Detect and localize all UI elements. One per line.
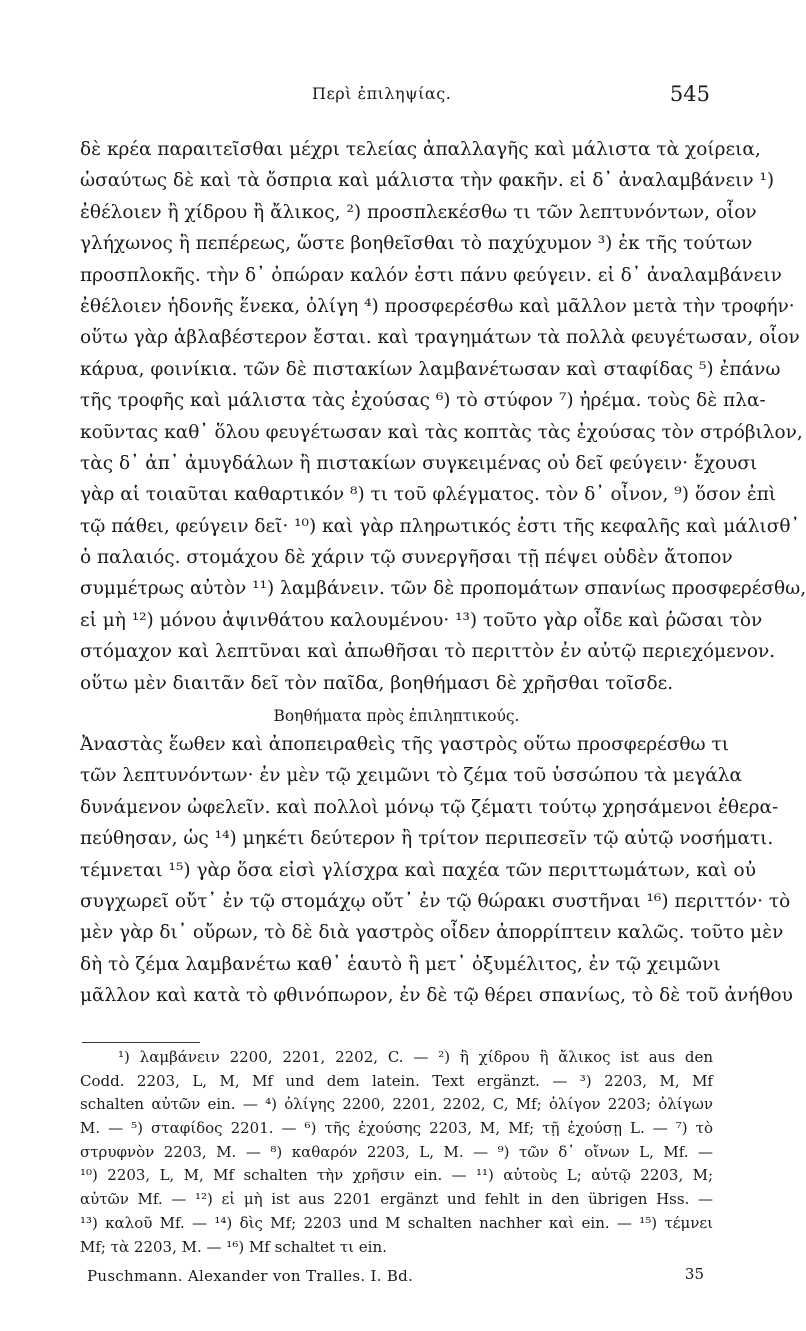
text-line: οὕτω γὰρ ἀβλαβέστερον ἔσται. καὶ τραγημάτων τὰ πολλὰ φευγέτωσαν, οἷον bbox=[80, 327, 800, 349]
text-block-after-heading bbox=[80, 729, 793, 1012]
footnote-line: αὐτῶν Mf. — ¹²) εἰ μὴ ist aus 2201 ergänzt und fehlt in den übrigen Hss. — bbox=[80, 1190, 713, 1209]
text-line: δυνάμενον ὠφελεῖν. καὶ πολλοὶ μόνῳ τῷ ζέματι τούτῳ χρησάμενοι ἐθερα- bbox=[80, 796, 779, 818]
text-line: συμμέτρως αὐτὸν ¹¹) λαμβάνειν. τῶν δὲ προπομάτων σπανίως προσφερέσθω, bbox=[80, 578, 806, 600]
running-head: Περὶ ἐπιληψίας. bbox=[312, 84, 452, 103]
text-line: γλήχωνος ἢ πεπέρεως, ὥστε βοηθεῖσθαι τὸ παχύχυμον ³) ἐκ τῆς τούτων bbox=[80, 233, 753, 255]
text-line: τῶν λεπτυνόντων· ἐν μὲν τῷ χειμῶνι τὸ ζέμα τοῦ ὑσσώπου τὰ μεγάλα bbox=[80, 765, 742, 787]
text-line: οὕτω μὲν διαιτᾶν δεῖ τὸν παῖδα, βοηθήμασι δὲ χρῆσθαι τοῖσδε. bbox=[80, 672, 674, 694]
text-line: προσπλοκῆς. τὴν δ᾽ ὀπώραν καλόν ἐστι πάνυ φεύγειν. εἰ δ᾽ ἀναλαμβάνειν bbox=[80, 264, 782, 286]
text-line: δὴ τὸ ζέμα λαμβανέτω καθ᾽ ἑαυτὸ ἢ μετ᾽ ὀξυμέλιτος, ἐν τῷ χειμῶνι bbox=[80, 953, 721, 975]
footnote-line: ¹³) καλοῦ Mf. — ¹⁴) δὶς Mf; 2203 und M schalten nachher καὶ ein. — ¹⁵) τέμνει bbox=[80, 1213, 713, 1232]
text-line: τῷ πάθει, φεύγειν δεῖ· ¹⁰) καὶ γὰρ πληρωτικός ἐστι τῆς κεφαλῆς καὶ μάλισθ᾽ bbox=[80, 515, 800, 537]
text-line: γὰρ αἱ τοιαῦται καθαρτικόν ⁸) τι τοῦ φλέγματος. τὸν δ᾽ οἶνον, ⁹) ὅσον ἐπὶ bbox=[80, 484, 777, 506]
footnote-rule bbox=[82, 1042, 200, 1043]
footnotes bbox=[80, 1046, 713, 1259]
main-text bbox=[80, 134, 806, 1012]
text-line: στόμαχον καὶ λεπτῦναι καὶ ἀπωθῆσαι τὸ περιττὸν ἐν αὐτῷ περιεχόμενον. bbox=[80, 641, 776, 663]
footnote-line: ¹⁰) 2203, L, M, Mf schalten τὴν χρῆσιν ein. — ¹¹) αὐτοὺς L; αὐτῷ 2203, M; bbox=[80, 1166, 713, 1185]
text-line: συγχωρεῖ οὔτ᾽ ἐν τῷ στομάχῳ οὔτ᾽ ἐν τῷ θώρακι συστῆναι ¹⁶) περιττόν· τὸ bbox=[80, 890, 791, 912]
text-line: εἰ μὴ ¹²) μόνου ἀψινθάτου καλουμένου· ¹³) τοῦτο γὰρ οἶδε καὶ ῥῶσαι τὸν bbox=[80, 609, 763, 631]
sheet-number: 35 bbox=[684, 1265, 704, 1283]
page-number: 545 bbox=[669, 82, 710, 106]
footnote-line: στρυφνὸν 2203, M. — ⁸) καθαρόν 2203, L, M. — ⁹) τῶν δ᾽ οἴνων L, Mf. — bbox=[80, 1142, 713, 1161]
text-line: ὡσαύτως δὲ καὶ τὰ ὄσπρια καὶ μάλιστα τὴν φακῆν. εἰ δ᾽ ἀναλαμβάνειν ¹) bbox=[80, 170, 775, 192]
text-line: ὁ παλαιός. στομάχου δὲ χάριν τῷ συνεργῆσαι τῇ πέψει οὐδὲν ἄτοπον bbox=[80, 547, 733, 569]
text-line: μᾶλλον καὶ κατὰ τὸ φθινόπωρον, ἐν δὲ τῷ θέρει σπανίως, τὸ δὲ τοῦ ἀνήθου bbox=[80, 985, 793, 1007]
footnote-line: schalten αὐτῶν ein. — ⁴) ὀλίγης 2200, 2201, 2202, C, Mf; ὀλίγον 2203; ὀλίγων bbox=[80, 1095, 713, 1114]
text-line: μὲν γὰρ δι᾽ οὔρων, τὸ δὲ διὰ γαστρὸς οἶδεν ἀπορρίπτειν καλῶς. τοῦτο μὲν bbox=[80, 922, 784, 944]
text-line: τῆς τροφῆς καὶ μάλιστα τὰς ἐχούσας ⁶) τὸ στύφον ⁷) ἠρέμα. τοὺς δὲ πλα- bbox=[80, 390, 766, 412]
text-line: ἐθέλοιεν ἢ χίδρου ἢ ἄλικος, ²) προσπλεκέσθω τι τῶν λεπτυνόντων, οἷον bbox=[80, 201, 757, 223]
footnote-line: M. — ⁵) σταφίδος 2201. — ⁶) τῆς ἐχούσης 2203, M, Mf; τῇ ἐχούσῃ L. — ⁷) τὸ bbox=[80, 1119, 713, 1138]
text-line: πεύθησαν, ὡς ¹⁴) μηκέτι δεύτερον ἢ τρίτον περιπεσεῖν τῷ αὐτῷ νοσήματι. bbox=[80, 828, 774, 850]
footnote-line: ¹) λαμβάνειν 2200, 2201, 2202, C. — ²) ἢ χίδρου ἢ ἄλικος ist aus den bbox=[118, 1048, 713, 1066]
text-line: δὲ κρέα παραιτεῖσθαι μέχρι τελείας ἀπαλλαγῆς καὶ μάλιστα τὰ χοίρεια, bbox=[80, 139, 761, 160]
section-heading: Βοηθήματα πρὸς ἐπιληπτικούς. bbox=[273, 707, 520, 726]
text-line: τέμνεται ¹⁵) γὰρ ὅσα εἰσὶ γλίσχρα καὶ παχέα τῶν περιττωμάτων, καὶ οὐ bbox=[80, 859, 756, 881]
footnote-line: Mf; τὰ 2203, M. — ¹⁶) Mf schaltet τι ein. bbox=[80, 1237, 387, 1256]
text-line: ἐθέλοιεν ἡδονῆς ἕνεκα, ὀλίγη ⁴) προσφερέσθω καὶ μᾶλλον μετὰ τὴν τροφήν· bbox=[80, 295, 795, 317]
printer-signature: Puschmann. Alexander von Tralles. I. Bd. bbox=[87, 1267, 414, 1285]
text-line: κάρυα, φοινίκια. τῶν δὲ πιστακίων λαμβανέτωσαν καὶ σταφίδας ⁵) ἐπάνω bbox=[80, 358, 781, 380]
text-line: τὰς δ᾽ ἀπ᾽ ἀμυγδάλων ἢ πιστακίων συγκειμένας οὐ δεῖ φεύγειν· ἔχουσι bbox=[80, 452, 758, 474]
text-block-before-heading bbox=[80, 134, 806, 699]
text-line: κοῦντας καθ᾽ ὅλου φευγέτωσαν καὶ τὰς κοπτὰς τὰς ἐχούσας τὸν στρόβιλον, bbox=[80, 421, 803, 443]
footnote-line: Codd. 2203, L, M, Mf und dem latein. Text ergänzt. — ³) 2203, M, Mf bbox=[80, 1071, 713, 1090]
text-line: Ἀναστὰς ἕωθεν καὶ ἀποπειραθεὶς τῆς γαστρὸς οὕτω προσφερέσθω τι bbox=[80, 734, 729, 756]
